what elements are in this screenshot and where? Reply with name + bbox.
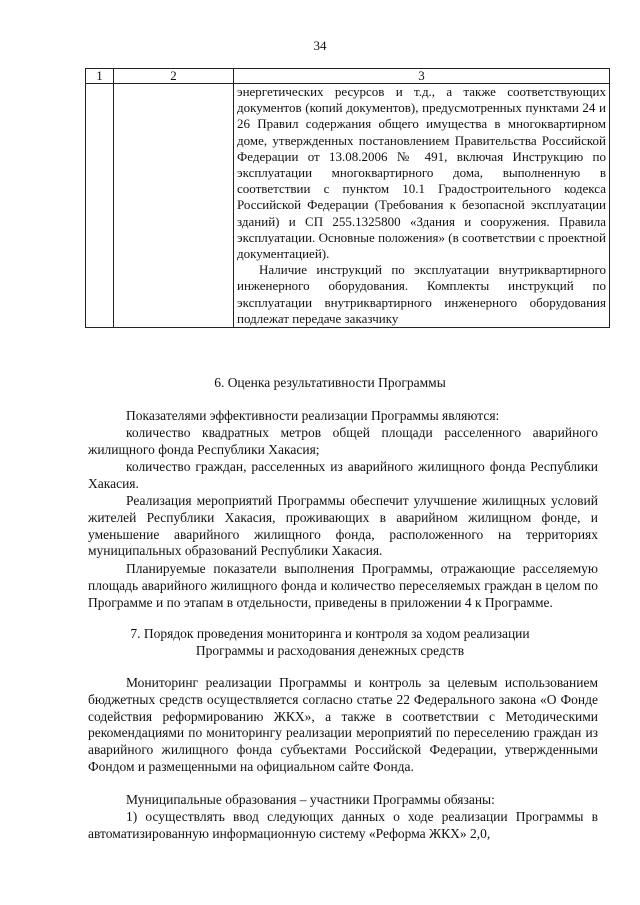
column-header-3: 3 <box>234 69 610 84</box>
section-7-obligations-lead: Муниципальные образования – участники Программы обязаны: <box>126 792 495 807</box>
section-7-heading-line-2: Программы и расходования денежных средств <box>195 643 465 658</box>
table-cell-1 <box>86 84 114 328</box>
continuation-table <box>85 68 610 328</box>
cell-text-documents: энергетических ресурсов и т.д., а также соответствующих документов (копий документов), предусмотренных пунктами 24 и 26 Правил содержания общего имущества в многоквартирном доме, утвержденных постановлением Правительства Российской Федерации от 13.08.2006 № 491, включая Инструкцию по эксплуатации многоквартирного дома, выполненную в соответствии с пунктом 10.1 Градостроительного кодекса Российской Федерации (Требования к безопасной эксплуатации зданий) и СП 255.1325800 «Здания и сооружения. Правила эксплуатации. Основные положения» (в соответствии с проектной документацией). <box>237 84 606 262</box>
section-7-obligation-1: 1) осуществлять ввод следующих данных о ходе реализации Программы в автоматизированную информационную систему «Реформа ЖКХ» 2,0, <box>88 809 598 841</box>
table-row <box>86 84 610 328</box>
section-6-indicator-2: количество граждан, расселенных из аварийного жилищного фонда Республики Хакасия. <box>88 459 598 491</box>
column-header-1: 1 <box>86 69 114 84</box>
section-7-heading-line-1: 7. Порядок проведения мониторинга и контроля за ходом реализации <box>130 626 530 641</box>
column-header-2: 2 <box>114 69 234 84</box>
section-7-monitoring: Мониторинг реализации Программы и контроль за целевым использованием бюджетных средств осуществляется согласно статье 22 Федерального закона «О Фонде содействия реформированию ЖКХ», а также в соответствии с Методическими рекомендациями по мониторингу реализации мероприятий по переселению граждан из аварийного жилищного фонда субъектами Российской Федерации, утвержденными Фондом и размещенными на официальном сайте Фонда. <box>88 675 598 774</box>
section-6-planned-indicators: Планируемые показатели выполнения Программы, отражающие расселяемую площадь аварийного жилищного фонда и количество переселяемых граждан в целом по Программе и по этапам в отдельности, приведены в приложении 4 к Программе. <box>88 561 598 610</box>
table-cell-3 <box>234 84 610 328</box>
page-number: 34 <box>313 38 327 53</box>
section-6-indicator-1: количество квадратных метров общей площади расселенного аварийного жилищного фонда Республики Хакасия; <box>88 425 598 457</box>
cell-text-instructions: Наличие инструкций по эксплуатации внутриквартирного инженерного оборудования. Комплекты инструкций по эксплуатации внутриквартирного инженерного оборудования подлежат передаче заказчику <box>237 262 606 326</box>
section-6-lead: Показателями эффективности реализации Программы являются: <box>126 408 500 423</box>
section-6-heading: 6. Оценка результативности Программы <box>214 375 446 390</box>
table-cell-2 <box>114 84 234 328</box>
section-6-implementation: Реализация мероприятий Программы обеспечит улучшение жилищных условий жителей Республики Хакасия, проживающих в аварийном жилищном фонде, и уменьшение аварийного жилищного фонда, расположенного на территориях муниципальных образований Республики Хакасия. <box>88 493 598 559</box>
table-header-row <box>86 69 610 84</box>
